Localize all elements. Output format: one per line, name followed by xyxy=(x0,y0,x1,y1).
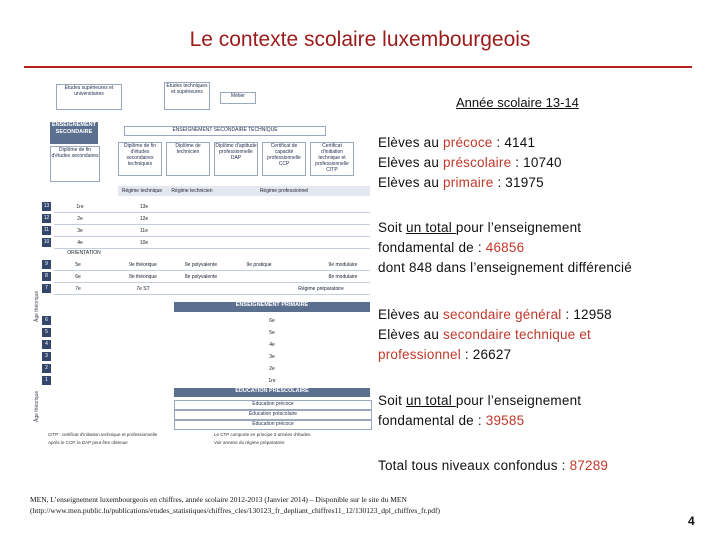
grade-13e: 13e xyxy=(139,204,149,210)
note-2: Après le CCP, la DAP peut être obtenue xyxy=(48,440,128,445)
preschool-item-3: Éducation précoce xyxy=(174,420,372,430)
diploma-technical: Diplôme de fin d'études secondaires techniques xyxy=(118,142,162,176)
grand-total: Total tous niveaux confondus : 87289 xyxy=(378,458,609,473)
total-secondaire: Soit un total pour l’enseignement fondamental de : 39585 xyxy=(378,393,582,428)
stats-block-secondaire xyxy=(378,305,612,365)
grade-4e: 4e xyxy=(77,240,83,246)
diploma-technician: Diplôme de technicien xyxy=(166,142,210,176)
regime-preparatoire: Régime préparatoire xyxy=(298,286,344,292)
grade-5e: 5e xyxy=(75,262,81,268)
stat-line-professionnel: professionnel : 26627 xyxy=(378,347,512,362)
school-system-diagram: Études supérieures et universitaires Études techniques et supérieures Métier ENSEIGNEMENT SECONDAIRE ENSEIGNEMENT SECONDAIRE TECHNIQUE Diplôme de fin d'études secondaires Diplôme de fin d'études secondaires techniques Diplôme de technicien Diplôme d'aptitude professionnelle DAP Certificat de capacité professionnelle CCP Certificat d'initiation technique et professionnelle CITP Régime technique Régime technicien Régime professionnel 13 12 11 10 1re 2e 3e 4e 13e 12e 11e 10e ORIENTATION 9 8 7 5e 6e 7e 9e théorique 9e polyvalente 9e pratique 9e modulaire 8e théorique 8e polyvalente 8e modulaire 7e ST Régime préparatoire ENSEIGNEMENT PRIMAIRE 6 5 4 3 2 1 6e 5e 4e 3e 2e 1re ÉDUCATION PRÉSCOLAIRE Éducation précoce Éducation préscolaire Éducation précoce Âge théorique Âge théorique CITP : certificat d'initiation technique et professionnelle Après le CCP, la DAP peut être obtenue Le CTP comporte en principe 3 années d'études Voir annexe du régime préparatoire xyxy=(34,82,370,452)
primary-3e: 3e xyxy=(269,354,275,360)
stat-line-secondaire-general: Elèves au secondaire général : 12958 xyxy=(378,307,612,322)
primary-6e: 6e xyxy=(269,318,275,324)
primary-4e: 4e xyxy=(269,342,275,348)
primary-label: ENSEIGNEMENT PRIMAIRE xyxy=(174,302,370,312)
level-7: 7 xyxy=(42,284,51,293)
diploma-ccp: Certificat de capacité professionnelle CCP xyxy=(262,142,306,176)
diploma-dap: Diplôme d'aptitude professionnelle DAP xyxy=(214,142,258,176)
grade-9e-modulaire: 9e modulaire xyxy=(328,262,358,268)
grade-2e: 2e xyxy=(77,216,83,222)
regime-technique: Régime technique xyxy=(121,188,163,194)
grade-7e-st: 7e ST xyxy=(136,286,150,292)
stat-line-primaire: Elèves au primaire : 31975 xyxy=(378,175,544,190)
stat-line-prescolaire: Elèves au préscolaire : 10740 xyxy=(378,155,562,170)
level-8: 8 xyxy=(42,272,51,281)
grade-8e-polyvalente: 8e polyvalente xyxy=(184,274,218,280)
grade-9e-pratique: 9e pratique xyxy=(246,262,272,268)
top-box-university: Études supérieures et universitaires xyxy=(56,84,122,110)
level-9: 9 xyxy=(42,260,51,269)
diploma-secondary: Diplôme de fin d'études secondaires xyxy=(50,146,100,182)
age-axis-label-2: Âge théorique xyxy=(34,390,40,422)
orientation-label: ORIENTATION xyxy=(67,250,101,256)
primary-5e: 5e xyxy=(269,330,275,336)
secondary-label: ENSEIGNEMENT SECONDAIRE xyxy=(50,122,98,144)
grade-3e: 3e xyxy=(77,228,83,234)
age-axis-label: Âge théorique xyxy=(34,290,40,322)
grade-1re: 1re xyxy=(76,204,84,210)
stat-line-precoce: Elèves au précoce : 4141 xyxy=(378,135,536,150)
primary-1re: 1re xyxy=(268,378,276,384)
title-divider xyxy=(24,66,692,68)
differencie-note: dont 848 dans l’enseignement différencié xyxy=(378,260,632,275)
page-number: 4 xyxy=(688,514,695,528)
grade-7e: 7e xyxy=(75,286,81,292)
regime-technicien: Régime technicien xyxy=(171,188,213,194)
top-box-technical-studies: Études techniques et supérieures xyxy=(164,82,210,110)
grade-9e-polyvalente: 9e polyvalente xyxy=(184,262,218,268)
school-year-heading: Année scolaire 13-14 xyxy=(456,95,579,110)
grade-9e-theorique: 9e théorique xyxy=(129,262,157,268)
level-13: 13 xyxy=(43,203,50,209)
grade-8e-theorique: 8e théorique xyxy=(129,274,157,280)
preschool-item-2: Éducation préscolaire xyxy=(174,410,372,420)
grade-6e: 6e xyxy=(75,274,81,280)
note-1: CITP : certificat d'initiation technique et professionnelle xyxy=(48,432,158,437)
source-citation: MEN, L’enseignement luxembourgeois en chiffres, année scolaire 2012-2013 (Janvier 2014) – Disponible sur le site du MEN (http://www.men.public.lu/publications/etudes_statistiques/chiffres_cles/130123_fr_depliant_chiffres11_12/130123_dpl_chiffres_fr.pdf) xyxy=(30,495,440,515)
grade-8e-modulaire: 8e modulaire xyxy=(328,274,358,280)
grade-12e: 12e xyxy=(139,216,149,222)
technical-label: ENSEIGNEMENT SECONDAIRE TECHNIQUE xyxy=(124,126,326,136)
preschool-label: ÉDUCATION PRÉSCOLAIRE xyxy=(174,388,370,397)
grade-10e: 10e xyxy=(139,240,149,246)
level-10: 10 xyxy=(43,239,50,245)
level-11: 11 xyxy=(43,227,50,233)
level-12: 12 xyxy=(43,215,50,221)
preschool-item-1: Éducation précoce xyxy=(174,400,372,410)
primary-2e: 2e xyxy=(269,366,275,372)
note-4: Voir annexe du régime préparatoire xyxy=(214,440,285,445)
grade-11e: 11e xyxy=(140,228,148,234)
diploma-citp: Certificat d'initiation technique et professionnelle CITP xyxy=(310,142,354,176)
total-fondamental: Soit un total pour l’enseignement fondamental de : 46856 dont 848 dans l’enseignement différencié xyxy=(378,218,632,278)
note-3: Le CTP comporte en principe 3 années d'études xyxy=(214,432,311,437)
top-box-trade: Métier xyxy=(220,92,256,104)
stats-block-fondamental xyxy=(378,133,562,193)
page-title: Le contexte scolaire luxembourgeois xyxy=(189,28,531,51)
stat-line-secondaire-technique: Elèves au secondaire technique et xyxy=(378,327,591,342)
regime-professionnel: Régime professionnel xyxy=(259,188,309,194)
